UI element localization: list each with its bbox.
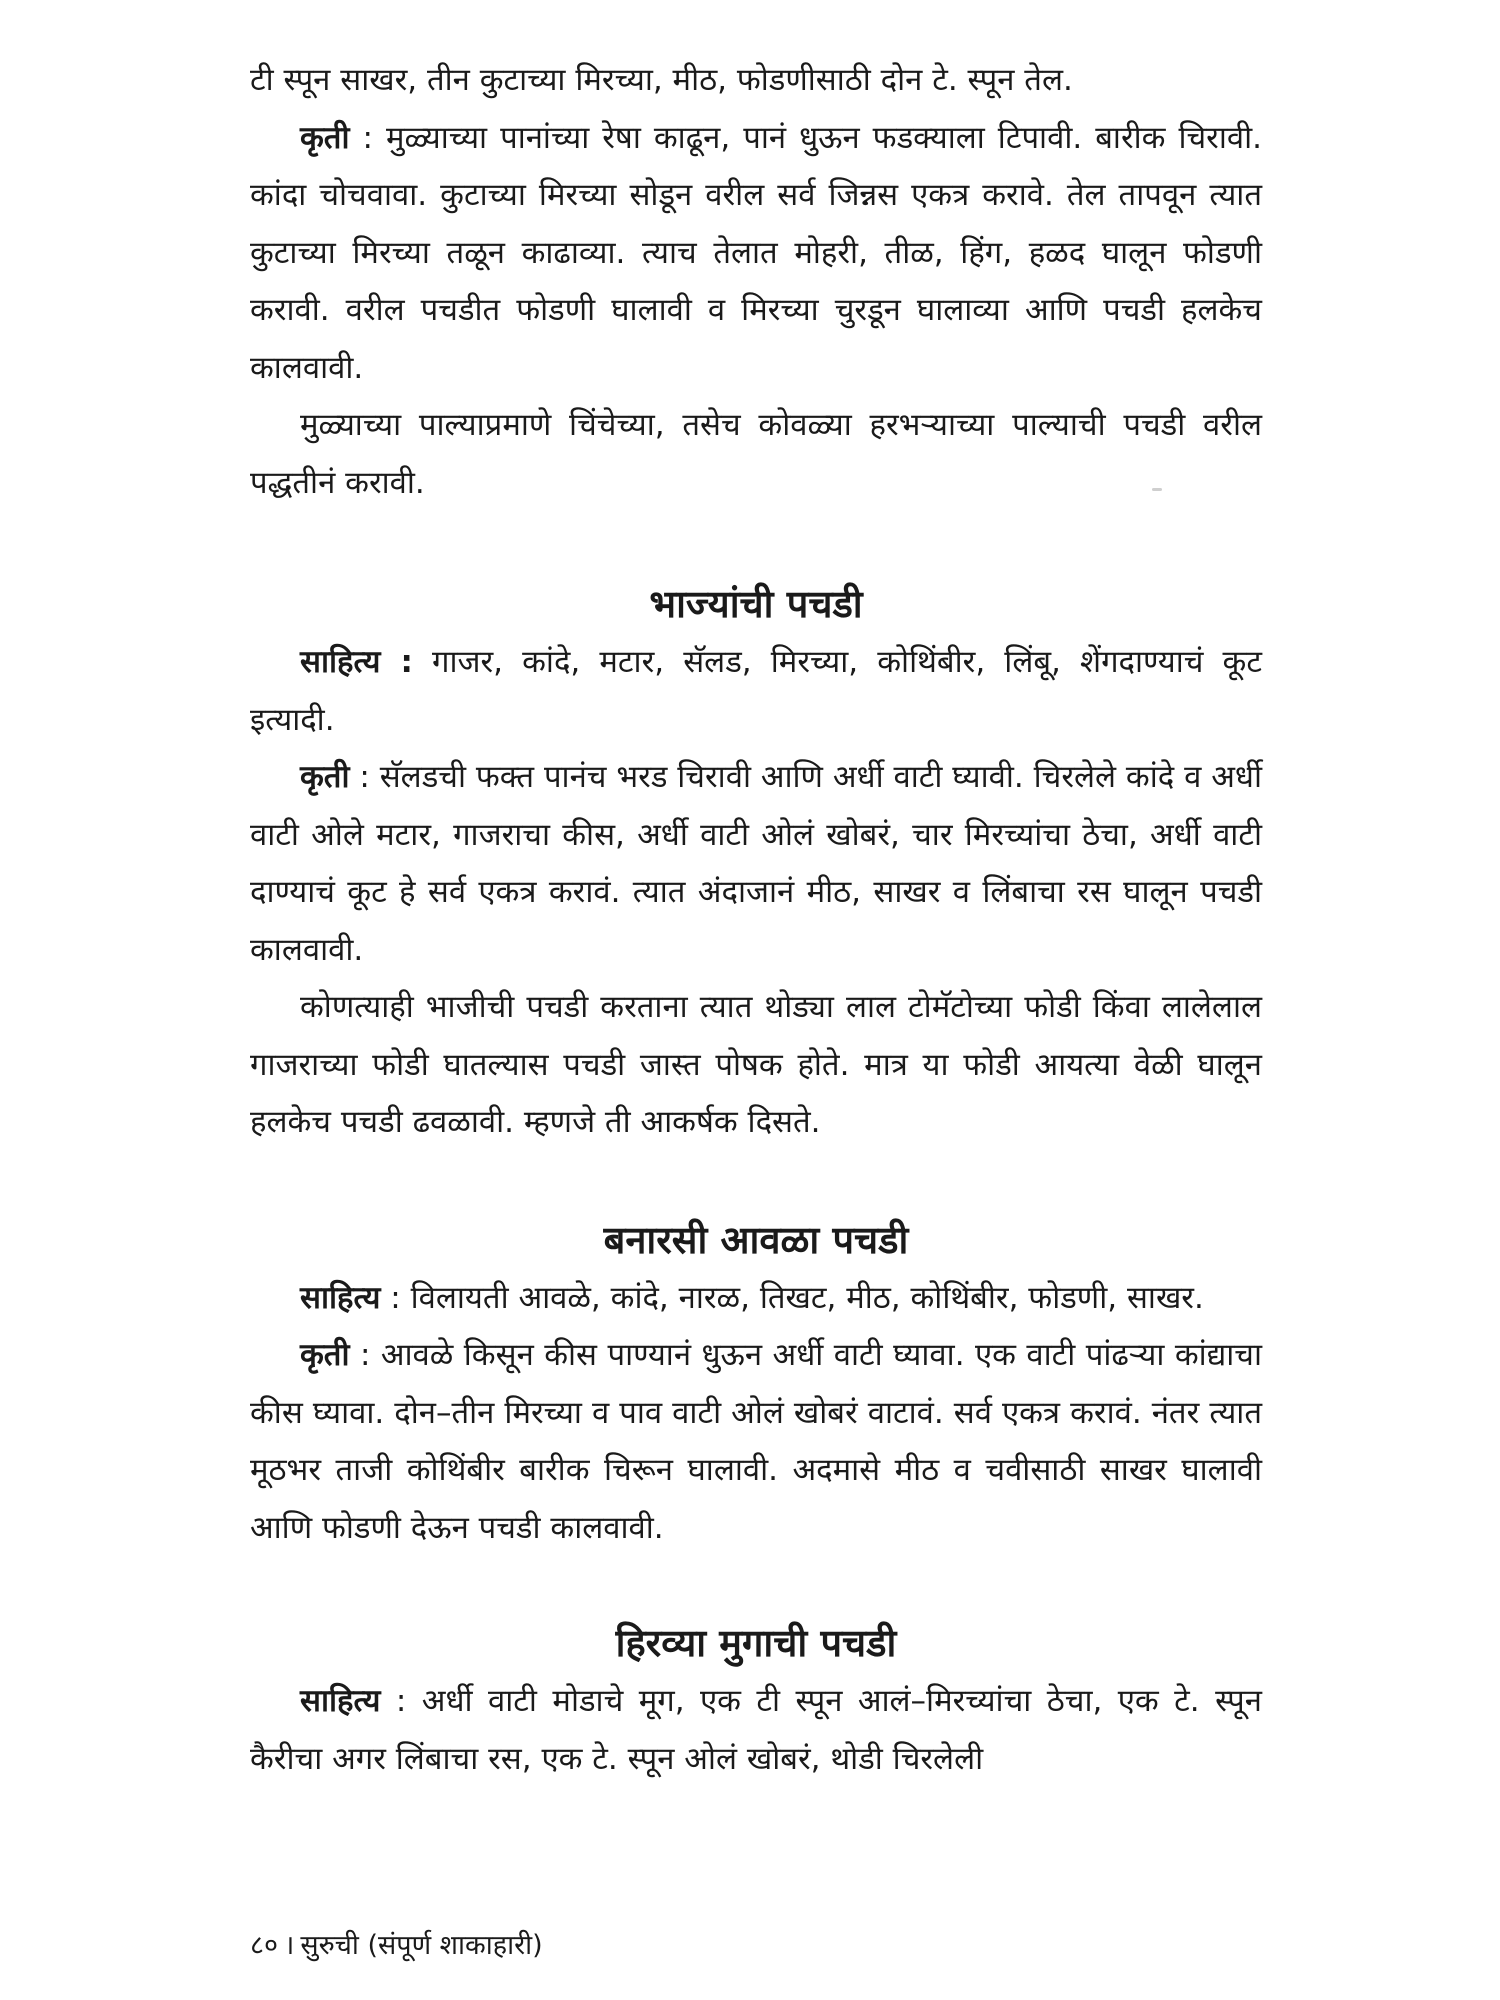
recipe-ingredients xyxy=(250,1673,1262,1788)
recipe-title: भाज्यांची पचडी xyxy=(649,582,863,626)
print-speck xyxy=(1152,488,1162,491)
recipe-method xyxy=(250,1327,1262,1557)
method-text: : आवळे किसून कीस पाण्यानं धुऊन अर्धी वाटी घ्यावा. एक वाटी पांढऱ्या कांद्याचा कीस घ्यावा. दोन–तीन मिरच्या व पाव वाटी ओलं खोबरं वाटावं. सर्व एकत्र करावं. नंतर त्यात मूठभर ताजी कोथिंबीर बारीक चिरून घालावी. अदमासे मीठ व चवीसाठी साखर घालावी आणि फोडणी देऊन पचडी कालवावी. xyxy=(250,1337,1262,1546)
page-body xyxy=(250,52,1262,1788)
intro-method xyxy=(250,110,1262,398)
ingredients-label: साहित्य xyxy=(300,1683,381,1719)
ingredients-text: : विलायती आवळे, कांदे, नारळ, तिखट, मीठ, कोथिंबीर, फोडणी, साखर. xyxy=(380,1279,1204,1316)
method-text: : मुळ्याच्या पानांच्या रेषा काढून, पानं धुऊन फडक्याला टिपावी. बारीक चिरावी. कांदा चोचवावा. कुटाच्या मिरच्या सोडून वरील सर्व जिन्नस एकत्र करावे. तेल तापवून त्यात कुटाच्या मिरच्या तळून काढाव्या. त्याच तेलात मोहरी, तीळ, हिंग, हळद घालून फोडणी करावी. वरील पचडीत फोडणी घालावी व मिरच्या चुरडून घालाव्या आणि पचडी हलकेच कालवावी. xyxy=(250,119,1262,386)
ingredients-label: साहित्य : xyxy=(300,644,413,680)
ingredients-label: साहित्य xyxy=(300,1279,381,1316)
page-footer xyxy=(250,1928,543,1964)
method-text: : सॅलडची फक्त पानंच भरड चिरावी आणि अर्धी वाटी घ्यावी. चिरलेले कांदे व अर्धी वाटी ओले मटार, गाजराचा कीस, अर्धी वाटी ओलं खोबरं, चार मिरच्यांचा ठेचा, अर्धी वाटी दाण्याचं कूट हे सर्व एकत्र करावं. त्यात अंदाजानं मीठ, साखर व लिंबाचा रस घालून पचडी कालवावी. xyxy=(250,759,1262,968)
recipe-method xyxy=(250,749,1262,979)
recipe-title: बनारसी आवळा पचडी xyxy=(603,1217,909,1262)
method-label: कृती xyxy=(300,759,350,795)
intro-note: मुळ्याच्या पाल्याप्रमाणे चिंचेच्या, तसेच कोवळ्या हरभऱ्याच्या पाल्याची पचडी वरील पद्धतीनं करावी. xyxy=(250,407,1262,501)
page-number: ८० xyxy=(250,1930,279,1961)
method-label: कृती xyxy=(300,119,350,156)
book-title: सुरुची (संपूर्ण शाकाहारी) xyxy=(300,1930,543,1961)
intro-continuation: टी स्पून साखर, तीन कुटाच्या मिरच्या, मीठ, फोडणीसाठी दोन टे. स्पून तेल. xyxy=(250,62,1073,98)
recipe-note: कोणत्याही भाजीची पचडी करताना त्यात थोड्या लाल टोमॅटोच्या फोडी किंवा लालेलाल गाजराच्या फोडी घातल्यास पचडी जास्त पोषक होते. मात्र या फोडी आयत्या वेळी घालून हलकेच पचडी ढवळावी. म्हणजे ती आकर्षक दिसते. xyxy=(250,989,1262,1140)
ingredients-text: गाजर, कांदे, मटार, सॅलड, मिरच्या, कोथिंबीर, लिंबू, शेंगदाण्याचं कूट इत्यादी. xyxy=(250,644,1262,738)
method-label: कृती xyxy=(300,1337,350,1373)
footer-separator: । xyxy=(284,1930,295,1961)
recipe-title: हिरव्या मुगाची पचडी xyxy=(615,1621,897,1665)
recipe-ingredients xyxy=(250,1270,1262,1328)
ingredients-text: : अर्धी वाटी मोडाचे मूग, एक टी स्पून आलं–मिरच्यांचा ठेचा, एक टे. स्पून कैरीचा अगर लिंबाचा रस, एक टे. स्पून ओलं खोबरं, थोडी चिरलेली xyxy=(250,1683,1262,1777)
recipe-ingredients xyxy=(250,634,1262,749)
